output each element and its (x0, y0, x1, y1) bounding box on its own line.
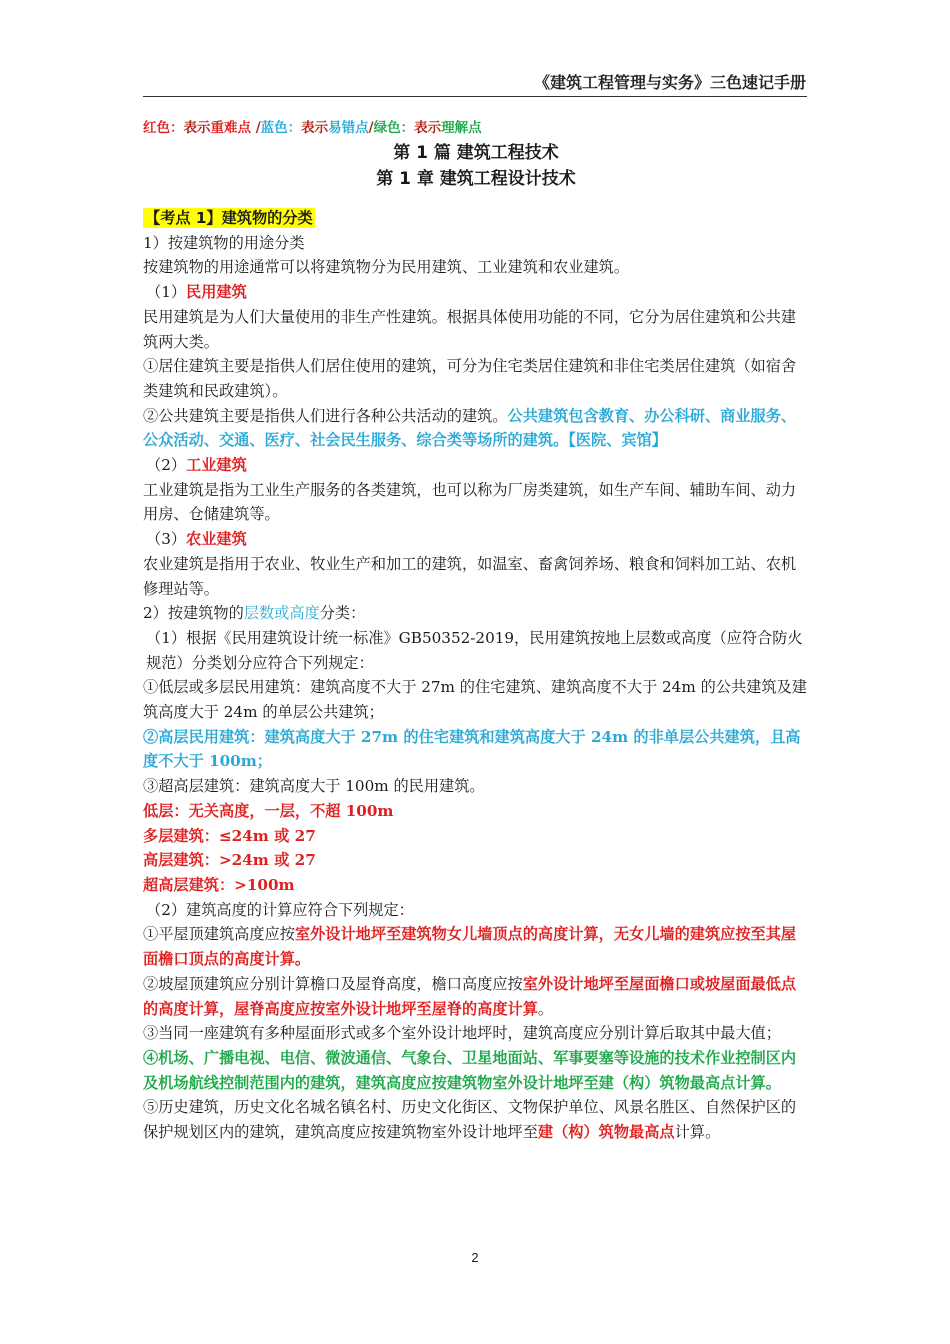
legend-red-label: 红色： (143, 120, 184, 136)
paragraph: 按建筑物的用途通常可以将建筑物分为民用建筑、工业建筑和农业建筑。 (143, 258, 629, 277)
summary-line: 高层建筑：>24m 或 27 (143, 851, 316, 870)
page-content (143, 116, 809, 1145)
plain-text: 计算。 (674, 1123, 721, 1142)
blue-highlight-text: 公共建筑包含教育、办公科研、商业服务、公众活动、交通、医疗、社会民生服务、综合类等场所的建筑。【医院、宾馆】 (143, 406, 797, 450)
plain-text: 2）按建筑物的 (143, 604, 244, 623)
color-legend (143, 116, 809, 140)
paragraph (143, 1095, 809, 1144)
header-rule (143, 96, 807, 97)
legend-green-label: 绿色： (373, 120, 415, 136)
summary-line: 超高层建筑：>100m (143, 875, 295, 894)
subheading-industrial (143, 453, 809, 478)
green-paragraph: ④机场、广播电视、电信、微波通信、气象台、卫星地面站、军事要塞等设施的技术作业控制区内及机场航线控制范围内的建筑，建筑高度应按建筑物室外设计地坪至建（构）筑物最高点计算。 (143, 1048, 797, 1092)
paragraph (143, 404, 809, 453)
plain-text: ①平屋顶建筑高度应按 (143, 925, 295, 944)
summary-line: 低层：无关高度，一层，不超 100m (143, 801, 394, 820)
plain-text: ⑤历史建筑，历史文化名城名镇名村、历史文化街区、文物保护单位、风景名胜区、自然保护区的保护规划区内的建筑，建筑高度应按建筑物室外设计地坪至 (143, 1098, 797, 1142)
legend-red-word: 重难点 (210, 120, 251, 136)
paragraph: ①居住建筑主要是指供人们居住使用的建筑，可分为住宅类居住建筑和非住宅类居住建筑（如宿舍类建筑和民政建筑）。 (143, 357, 797, 400)
red-highlight-text: 室外设计地坪至屋面檐口或坡屋面最低点的高度计算，屋脊高度应按室外设计地坪至屋脊的高度计算 (143, 974, 797, 1018)
plain-text: 。 (537, 999, 554, 1018)
paragraph: ③当同一座建筑有多种屋面形式或多个室外设计地坪时，建筑高度应分别计算后取其中最大值； (143, 1024, 781, 1043)
legend-blue-word: 易错点 (328, 120, 369, 136)
paragraph: ③超高层建筑：建筑高度大于 100m 的民用建筑。 (143, 777, 485, 796)
subheading-civil (143, 280, 809, 305)
plain-text: 分类： (319, 604, 366, 623)
legend-red-text: 表示 (183, 120, 211, 136)
plain-text: ②公共建筑主要是指供人们进行各种公共活动的建筑。 (143, 406, 508, 425)
section-1-heading: 1）按建筑物的用途分类 (143, 233, 305, 252)
legend-blue-label: 蓝色： (260, 120, 302, 136)
subheading-agricultural (143, 527, 809, 552)
red-highlight-text: 室外设计地坪至建筑物女儿墙顶点的高度计算，无女儿墙的建筑应按至其屋面檐口顶点的高度计算。 (143, 925, 797, 969)
page-number: 2 (471, 1250, 479, 1265)
paragraph: 工业建筑是指为工业生产服务的各类建筑，也可以称为厂房类建筑，如生产车间、辅助车间、动力用房、仓储建筑等。 (143, 480, 797, 524)
legend-sep: / (368, 120, 374, 136)
chapter-heading: 第 1 章 建筑工程设计技术 (376, 169, 576, 189)
paragraph: 农业建筑是指用于农业、牧业生产和加工的建筑，如温室、畜禽饲养场、粮食和饲料加工站、农机修理站等。 (143, 554, 797, 598)
subheading-title: 农业建筑 (186, 530, 247, 549)
subheading-title: 工业建筑 (186, 456, 247, 475)
section-2-heading (143, 601, 809, 626)
legend-sep: / (251, 120, 261, 136)
blue-highlight-text: 层数或高度 (243, 604, 320, 623)
red-highlight-text: 建（构）筑物最高点 (537, 1123, 675, 1142)
paragraph: （1）根据《民用建筑设计统一标准》GB50352-2019，民用建筑按地上层数或高度（应符合防火规范）分类划分应符合下列规定： (146, 628, 803, 672)
paragraph: （2）建筑高度的计算应符合下列规定： (146, 900, 414, 919)
paragraph: 民用建筑是为人们大量使用的非生产性建筑。根据具体使用功能的不同，它分为居住建筑和公共建筑两大类。 (143, 307, 797, 351)
paragraph: ①低层或多层民用建筑：建筑高度不大于 27m 的住宅建筑、建筑高度不大于 24m 的公共建筑及建筑高度大于 24m 的单层公共建筑； (143, 678, 807, 722)
blue-paragraph: ②高层民用建筑：建筑高度大于 27m 的住宅建筑和建筑高度大于 24m 的非单层公共建筑，且高度不大于 100m； (143, 727, 801, 771)
subheading-number: （2） (146, 456, 187, 475)
header-title: 《建筑工程管理与实务》三色速记手册 (533, 73, 806, 92)
subheading-title: 民用建筑 (186, 283, 247, 302)
part-heading: 第 1 篇 建筑工程技术 (393, 143, 559, 163)
plain-text: ②坡屋顶建筑应分别计算檐口及屋脊高度，檐口高度应按 (143, 974, 523, 993)
subheading-number: （3） (146, 530, 187, 549)
paragraph (143, 972, 809, 1021)
paragraph (143, 922, 809, 971)
legend-blue-text: 表示 (301, 120, 329, 136)
legend-green-word: 理解点 (441, 120, 482, 136)
subheading-number: （1） (146, 283, 187, 302)
summary-line: 多层建筑：≤24m 或 27 (143, 826, 316, 845)
kaodian-highlight: 【考点 1】建筑物的分类 (145, 209, 313, 227)
legend-green-text: 表示 (414, 120, 442, 136)
